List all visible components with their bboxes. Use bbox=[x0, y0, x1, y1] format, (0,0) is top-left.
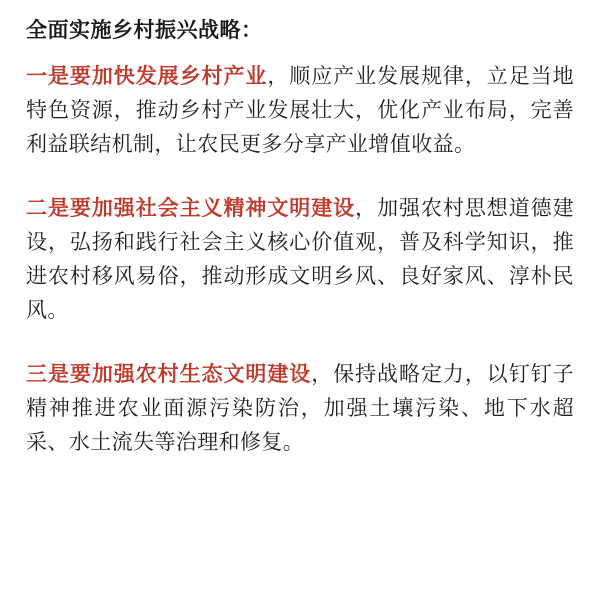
paragraph-one-body: ，顺应产业发展规律，立足当地特色资源，推动乡村产业发展壮大，优化产业布局，完善利益联结机制，让农民更多分享产业增值收益。 bbox=[26, 63, 574, 156]
page-title: 全面实施乡村振兴战略： bbox=[26, 18, 263, 42]
paragraph-three-lead: 三是要加强农村生态文明建设 bbox=[26, 361, 312, 386]
paragraph-three bbox=[26, 357, 574, 459]
paragraph-three-body: ，保持战略定力，以钉钉子精神推进农业面源污染防治，加强土壤污染、地下水超采、水土流失等治理和修复。 bbox=[26, 361, 574, 454]
paragraph-one-lead: 一是要加快发展乡村产业 bbox=[26, 63, 268, 88]
paragraph-two bbox=[26, 191, 574, 327]
paragraph-two-body: ，加强农村思想道德建设，弘扬和践行社会主义核心价值观，普及科学知识，推进农村移风易俗，推动形成文明乡风、良好家风、淳朴民风。 bbox=[26, 195, 574, 322]
paragraph-one bbox=[26, 59, 574, 161]
paragraph-two-lead: 二是要加强社会主义精神文明建设 bbox=[26, 195, 356, 220]
